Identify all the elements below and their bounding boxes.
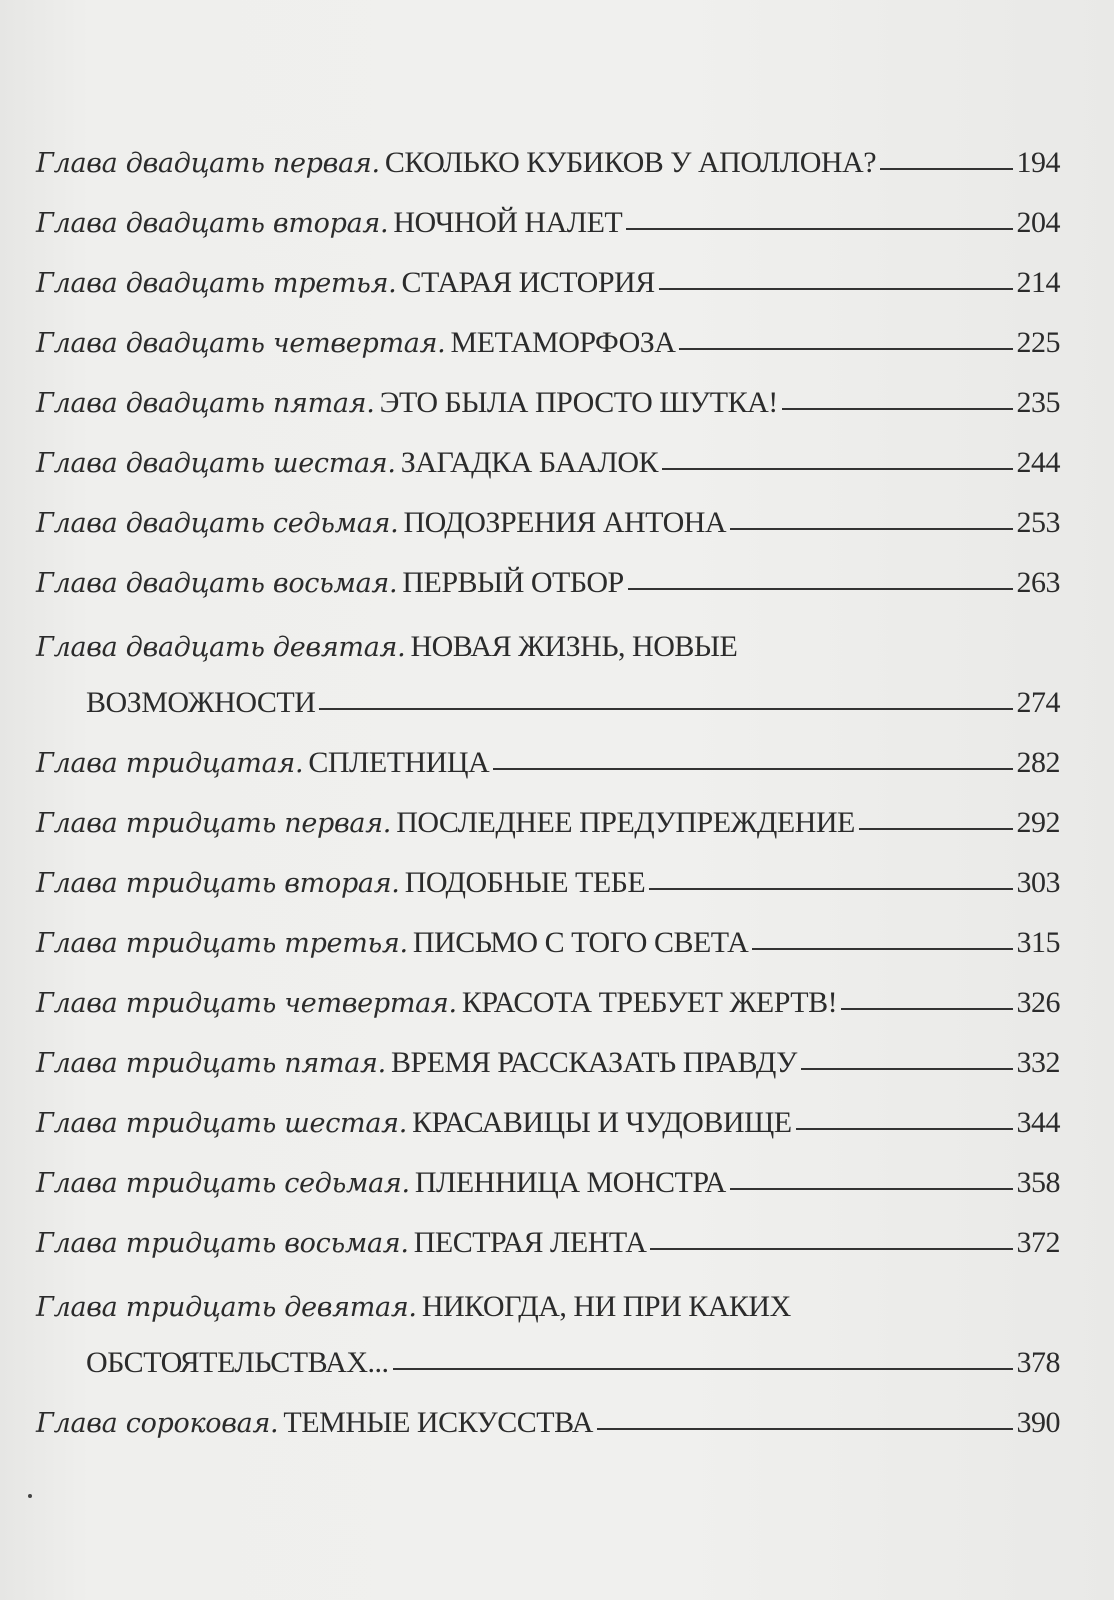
toc-entry [36, 120, 1060, 180]
toc-entry [36, 900, 1060, 960]
dot-leader [752, 948, 1012, 950]
page-number: 372 [1016, 1226, 1060, 1259]
dot-leader [393, 1368, 1013, 1370]
toc-entry [36, 300, 1060, 360]
chapter-title: НИКОГДА, НИ ПРИ КАКИХ [421, 1290, 791, 1323]
dot-leader [649, 888, 1012, 890]
chapter-label: Глава двадцать четвертая. [36, 328, 446, 359]
chapter-title: СПЛЕТНИЦА [308, 746, 490, 779]
chapter-title: ПОДОБНЫЕ ТЕБЕ [404, 866, 646, 899]
toc-entry [36, 180, 1060, 240]
dot-leader [730, 528, 1012, 530]
chapter-label: Глава двадцать вторая. [36, 208, 389, 239]
dot-leader [880, 168, 1012, 170]
page-number: 326 [1016, 986, 1060, 1019]
toc-entry [36, 1080, 1060, 1140]
toc-entry [36, 240, 1060, 300]
chapter-label: Глава двадцать шестая. [36, 448, 396, 479]
toc-entry [36, 420, 1060, 480]
dot-leader [801, 1068, 1013, 1070]
chapter-label: Глава тридцатая. [36, 748, 304, 779]
page-number: 292 [1016, 806, 1060, 839]
chapter-title: СКОЛЬКО КУБИКОВ У АПОЛЛОНА? [384, 146, 877, 179]
table-of-contents [36, 120, 1060, 1440]
toc-entry [36, 1200, 1060, 1260]
toc-entry [36, 1020, 1060, 1080]
toc-entry [36, 780, 1060, 840]
page-number: 332 [1016, 1046, 1060, 1079]
dot-leader [493, 768, 1012, 770]
ink-speck [28, 1494, 32, 1498]
page-number: 235 [1016, 386, 1060, 419]
chapter-label: Глава сороковая. [36, 1408, 279, 1439]
chapter-label: Глава тридцать вторая. [36, 868, 400, 899]
chapter-title-continued: ВОЗМОЖНОСТИ [86, 686, 316, 719]
dot-leader [796, 1128, 1013, 1130]
chapter-title: ПЕРВЫЙ ОТБОР [402, 566, 624, 599]
chapter-title: ЭТО БЫЛА ПРОСТО ШУТКА! [379, 386, 778, 419]
page-number: 303 [1016, 866, 1060, 899]
chapter-title: КРАСОТА ТРЕБУЕТ ЖЕРТВ! [461, 986, 838, 1019]
chapter-title: ПИСЬМО С ТОГО СВЕТА [412, 926, 749, 959]
chapter-title: СТАРАЯ ИСТОРИЯ [401, 266, 655, 299]
toc-entry [36, 360, 1060, 420]
toc-entry [36, 720, 1060, 780]
toc-entry [36, 1260, 1060, 1380]
toc-entry [36, 960, 1060, 1020]
chapter-label: Глава двадцать третья. [36, 268, 397, 299]
page-number: 358 [1016, 1166, 1060, 1199]
chapter-title: ПЛЕННИЦА МОНСТРА [414, 1166, 726, 1199]
chapter-label: Глава тридцать восьмая. [36, 1228, 409, 1259]
chapter-label: Глава тридцать седьмая. [36, 1168, 410, 1199]
chapter-label: Глава двадцать седьмая. [36, 508, 399, 539]
page-number: 263 [1016, 566, 1060, 599]
page-number: 315 [1016, 926, 1060, 959]
chapter-title: НОВАЯ ЖИЗНЬ, НОВЫЕ [410, 630, 738, 663]
chapter-label: Глава тридцать первая. [36, 808, 392, 839]
dot-leader [319, 708, 1012, 710]
page-number: 282 [1016, 746, 1060, 779]
chapter-title: МЕТАМОРФОЗА [450, 326, 676, 359]
dot-leader [626, 228, 1012, 230]
page-number: 204 [1016, 206, 1060, 239]
chapter-label: Глава двадцать пятая. [36, 388, 375, 419]
chapter-label: Глава тридцать третья. [36, 928, 408, 959]
toc-entry [36, 600, 1060, 720]
toc-entry [36, 1140, 1060, 1200]
chapter-title: НОЧНОЙ НАЛЕТ [393, 206, 623, 239]
chapter-label: Глава тридцать пятая. [36, 1048, 386, 1079]
dot-leader [650, 1248, 1012, 1250]
dot-leader [597, 1428, 1013, 1430]
toc-entry [36, 840, 1060, 900]
chapter-label: Глава тридцать шестая. [36, 1108, 408, 1139]
page-number: 225 [1016, 326, 1060, 359]
chapter-label: Глава двадцать первая. [36, 148, 380, 179]
toc-entry [36, 540, 1060, 600]
chapter-title: ЗАГАДКА БААЛОК [400, 446, 659, 479]
dot-leader [659, 288, 1013, 290]
toc-entry [36, 480, 1060, 540]
chapter-label: Глава двадцать восьмая. [36, 568, 398, 599]
chapter-title: ПОСЛЕДНЕЕ ПРЕДУПРЕЖДЕНИЕ [396, 806, 855, 839]
chapter-label: Глава тридцать четвертая. [36, 988, 457, 1019]
page-number: 344 [1016, 1106, 1060, 1139]
page-number: 244 [1016, 446, 1060, 479]
toc-entry [36, 1380, 1060, 1440]
chapter-title: ВРЕМЯ РАССКАЗАТЬ ПРАВДУ [391, 1046, 797, 1079]
page-number: 390 [1016, 1406, 1060, 1439]
chapter-title: ПЕСТРАЯ ЛЕНТА [413, 1226, 647, 1259]
dot-leader [859, 828, 1013, 830]
dot-leader [662, 468, 1012, 470]
chapter-title: ТЕМНЫЕ ИСКУССТВА [283, 1406, 593, 1439]
page-number: 378 [1016, 1346, 1060, 1379]
dot-leader [841, 1008, 1012, 1010]
dot-leader [628, 588, 1013, 590]
chapter-label: Глава двадцать девятая. [36, 632, 406, 663]
page-number: 194 [1016, 146, 1060, 179]
chapter-title: ПОДОЗРЕНИЯ АНТОНА [403, 506, 727, 539]
page-number: 253 [1016, 506, 1060, 539]
chapter-title: КРАСАВИЦЫ И ЧУДОВИЩЕ [412, 1106, 792, 1139]
page-number: 214 [1016, 266, 1060, 299]
chapter-title-continued: ОБСТОЯТЕЛЬСТВАХ... [86, 1346, 389, 1379]
page-number: 274 [1016, 686, 1060, 719]
chapter-label: Глава тридцать девятая. [36, 1292, 417, 1323]
dot-leader [679, 348, 1012, 350]
dot-leader [782, 408, 1013, 410]
dot-leader [730, 1188, 1013, 1190]
